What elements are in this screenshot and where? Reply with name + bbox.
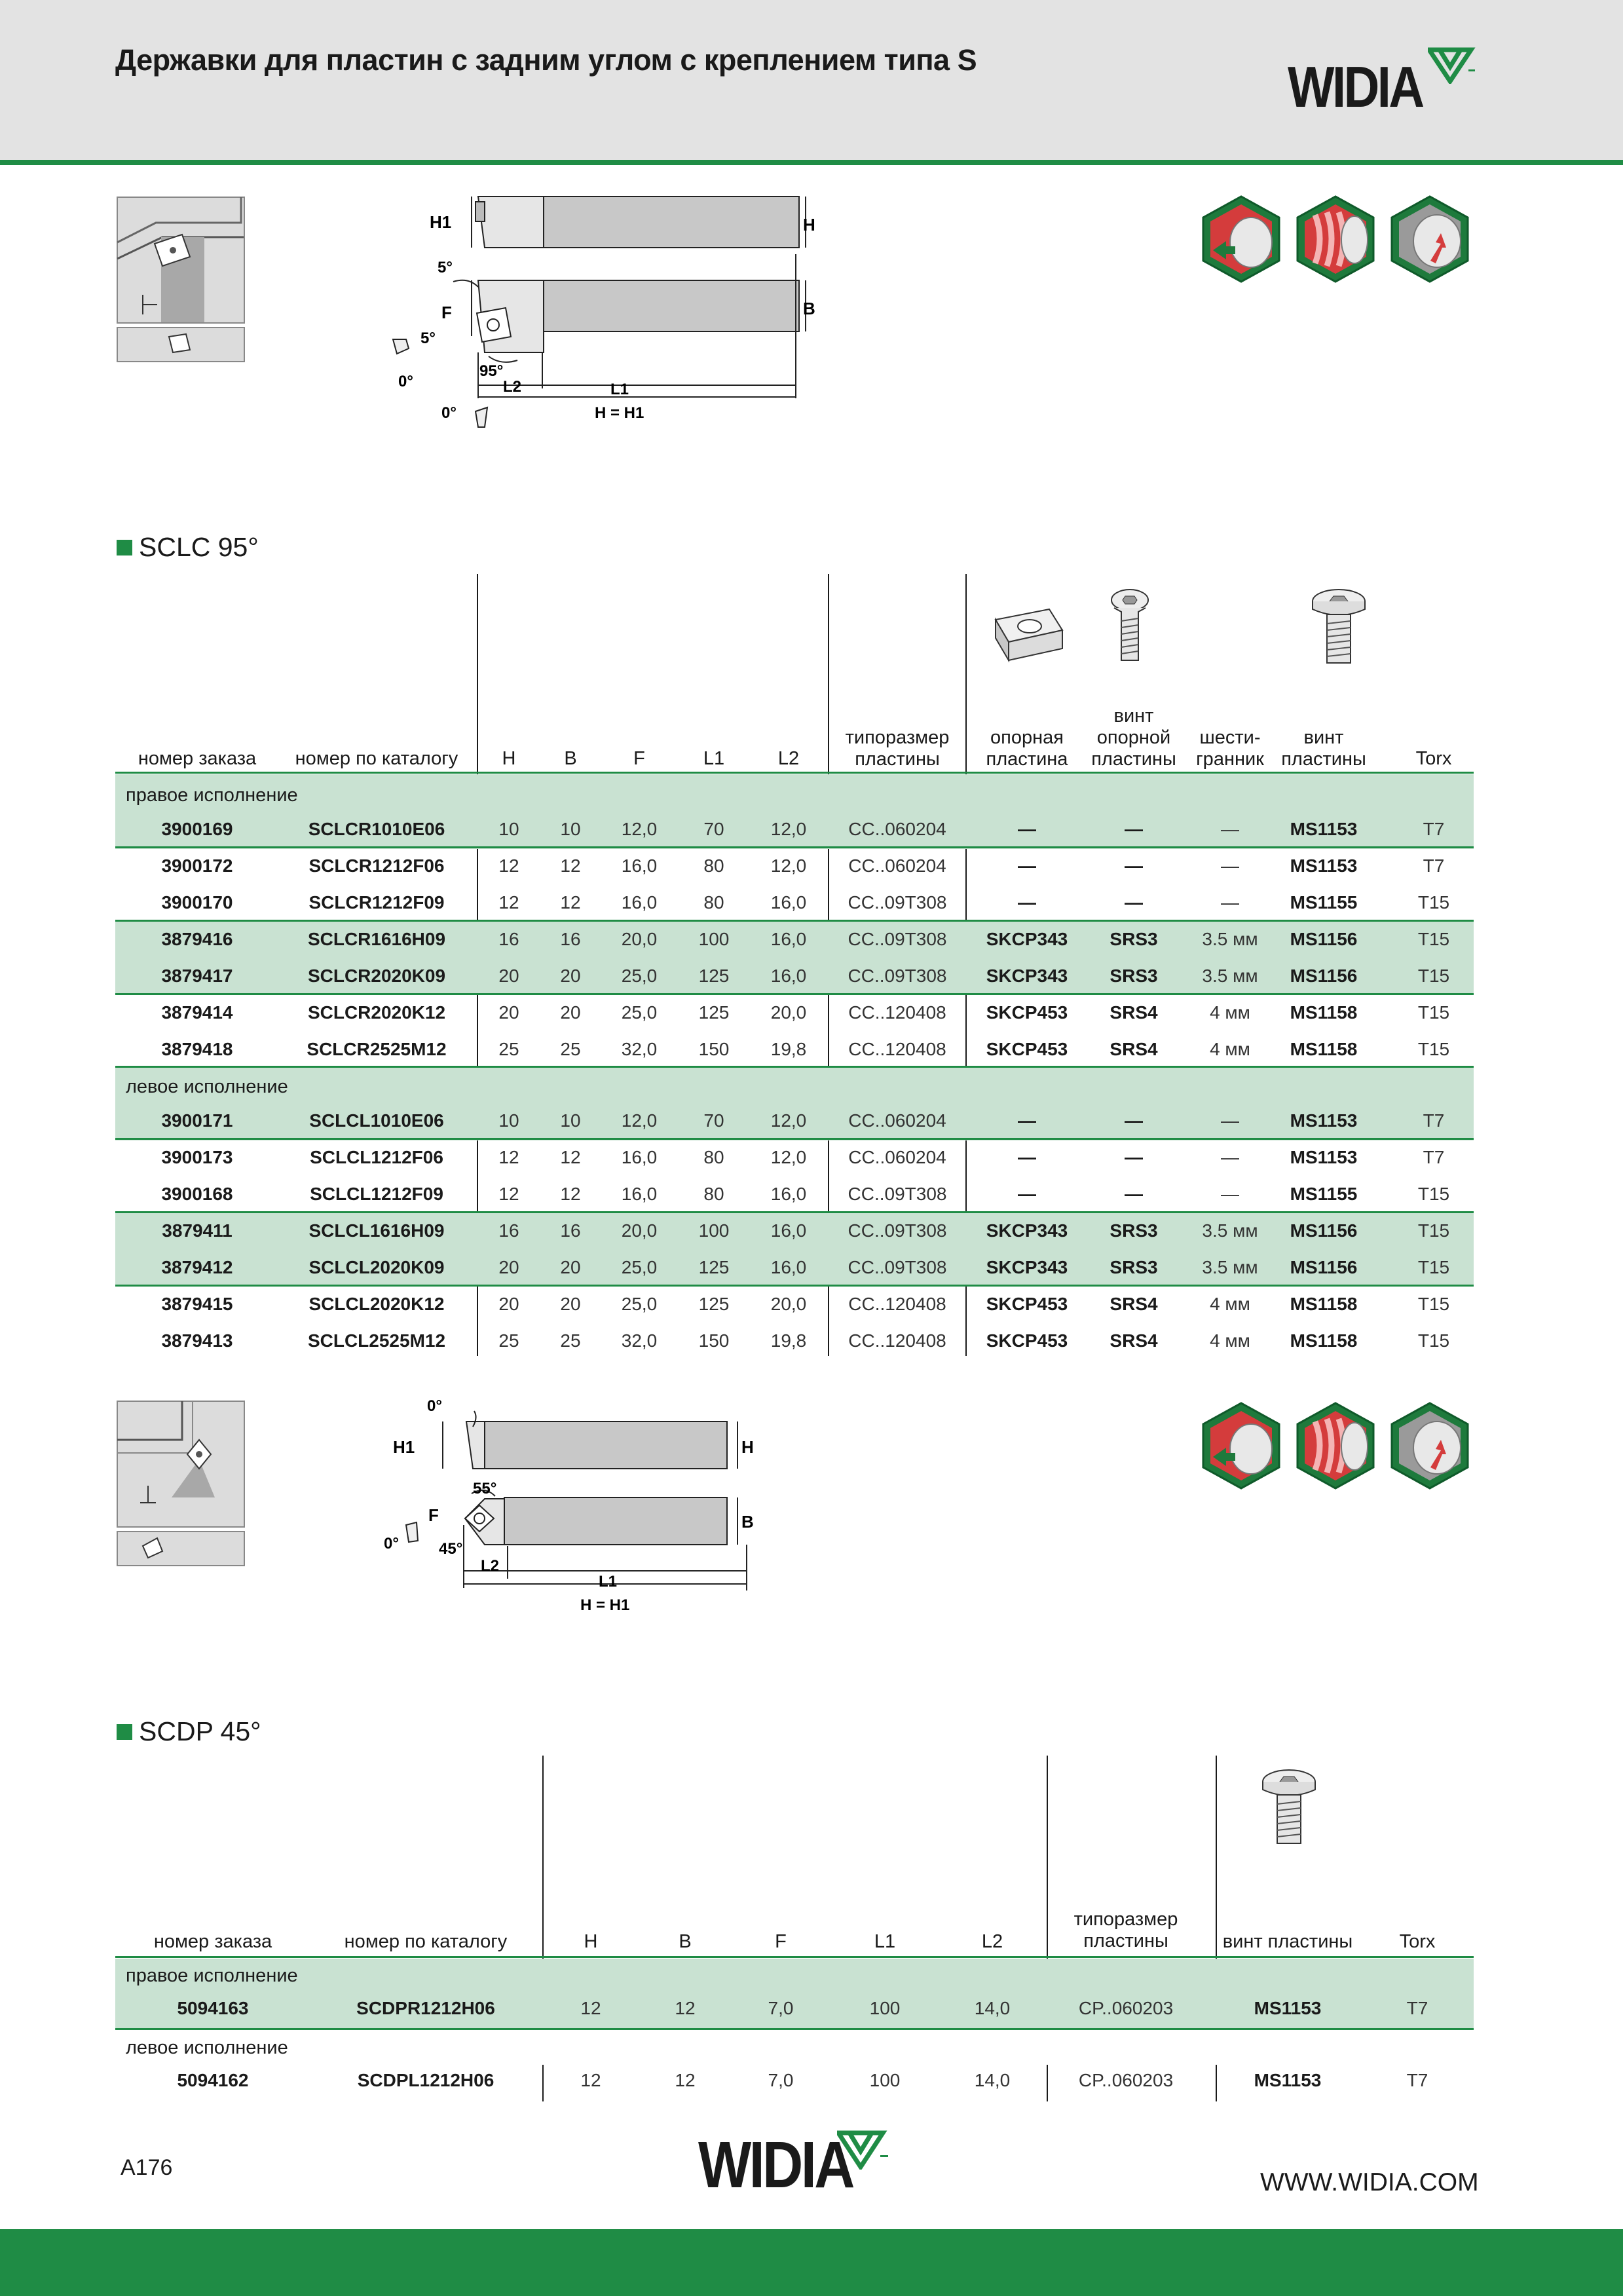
table-cell-hex: — <box>1221 856 1239 876</box>
table-cell-h: 16 <box>498 1220 519 1241</box>
sclc-application-pictogram <box>117 197 245 363</box>
table-cell-torx: T15 <box>1417 1184 1450 1204</box>
table-cell-shim_screw: SRS3 <box>1110 929 1158 949</box>
table-cell-f: 20,0 <box>621 929 658 949</box>
table-cell-torx: T15 <box>1417 1039 1450 1059</box>
table-cell-hex: 4 мм <box>1210 1330 1250 1351</box>
table-cell-screw: MS1156 <box>1290 1257 1358 1277</box>
table-cell-l1: 80 <box>703 1184 724 1204</box>
table-cell-h: 12 <box>580 1998 601 2018</box>
table-cell-b: 20 <box>560 1257 581 1277</box>
col-header-torx: Torx <box>1415 748 1452 769</box>
table-cell-f: 25,0 <box>621 1294 658 1314</box>
table-cell-shim: — <box>1018 1184 1036 1204</box>
table-cell-b: 10 <box>560 1110 581 1131</box>
scdp-tool-drawing <box>380 1394 806 1617</box>
table-cell-b: 12 <box>560 1184 581 1204</box>
table-cell-torx: T15 <box>1417 1220 1450 1241</box>
table-cell-l2: 19,8 <box>770 1039 807 1059</box>
dim-h: H <box>741 1437 754 1457</box>
table-cell-shim: SKCP453 <box>986 1294 1068 1314</box>
table-cell-h: 12 <box>498 1184 519 1204</box>
table-cell-screw: MS1158 <box>1290 1330 1358 1351</box>
table-cell-screw: MS1156 <box>1290 929 1358 949</box>
table-cell-shim: SKCP343 <box>986 929 1068 949</box>
table-cell-f: 20,0 <box>621 1220 658 1241</box>
col-header-l2: L2 <box>777 748 800 769</box>
table-cell-l1: 80 <box>703 1147 724 1167</box>
table-cell-l1: 100 <box>698 1220 730 1241</box>
col-header-shim: опорная пластина <box>986 727 1068 770</box>
col-header-f: F <box>775 1931 787 1952</box>
table-cell-catalog: SCDPR1212H06 <box>356 1998 495 2018</box>
table-cell-insert: CC..09T308 <box>848 929 947 949</box>
dim-l2: L2 <box>481 1557 500 1575</box>
table-cell-hex: — <box>1221 1110 1239 1131</box>
table-cell-shim_screw: SRS4 <box>1110 1039 1158 1059</box>
section-marker <box>117 540 132 555</box>
dim-b: B <box>803 299 815 318</box>
table-cell-insert: CC..060204 <box>848 1110 946 1131</box>
section-title-text: SCDP 45° <box>139 1716 261 1746</box>
table-cell-torx: T15 <box>1417 1330 1450 1351</box>
table-cell-l1: 100 <box>869 1998 901 2018</box>
table-cell-insert: CC..120408 <box>848 1330 946 1351</box>
col-header-f: F <box>633 748 645 769</box>
table-cell-insert: CC..09T308 <box>848 1220 947 1241</box>
table-cell-torx: T7 <box>1423 1110 1445 1131</box>
widia-logo-mark-icon <box>1428 47 1476 84</box>
table-cell-catalog: SCLCR1010E06 <box>308 819 445 839</box>
table-cell-order: 3879415 <box>161 1294 233 1314</box>
table-cell-l2: 12,0 <box>770 1110 807 1131</box>
row-rule <box>115 1211 1474 1213</box>
table-cell-order: 3900172 <box>161 856 233 876</box>
table-cell-catalog: SCLCL2525M12 <box>307 1330 446 1351</box>
col-header-hex: шести-гранник <box>1196 727 1264 770</box>
table-cell-l2: 16,0 <box>770 1220 807 1241</box>
table-cell-shim: — <box>1018 856 1036 876</box>
dim-f: F <box>441 303 452 322</box>
table-cell-order: 3879416 <box>161 929 233 949</box>
table-cell-screw: MS1153 <box>1290 1147 1358 1167</box>
table-cell-screw: MS1156 <box>1290 1220 1358 1241</box>
table-cell-shim_screw: SRS4 <box>1110 1330 1158 1351</box>
table-cell-b: 25 <box>560 1330 581 1351</box>
table-cell-hex: 3.5 мм <box>1202 1257 1258 1277</box>
table-cell-hex: — <box>1221 819 1239 839</box>
table-cell-shim: — <box>1018 1147 1036 1167</box>
table-cell-screw: MS1158 <box>1290 1294 1358 1314</box>
table-cell-b: 20 <box>560 966 581 986</box>
table-cell-b: 12 <box>675 1998 696 2018</box>
table-cell-torx: T15 <box>1417 1257 1450 1277</box>
table-cell-h: 25 <box>498 1330 519 1351</box>
table-cell-f: 16,0 <box>621 1147 658 1167</box>
angle-0-left: 0° <box>398 373 413 390</box>
table-cell-catalog: SCLCL2020K12 <box>308 1294 445 1314</box>
dim-l1: L1 <box>599 1573 618 1590</box>
table-cell-torx: T15 <box>1417 929 1450 949</box>
table-cell-h: 20 <box>498 1294 519 1314</box>
table-cell-b: 10 <box>560 819 581 839</box>
table-cell-catalog: SCLCR2020K09 <box>307 966 446 986</box>
table-cell-l2: 20,0 <box>770 1002 807 1023</box>
table-cell-torx: T7 <box>1423 819 1445 839</box>
row-rule <box>115 1285 1474 1287</box>
table-cell-hex: 4 мм <box>1210 1039 1250 1059</box>
table-cell-order: 3900171 <box>161 1110 233 1131</box>
table-cell-catalog: SCLCR2020K12 <box>307 1002 446 1023</box>
widia-footer-logo: WIDIA <box>698 2128 853 2202</box>
table-cell-f: 7,0 <box>768 2070 794 2090</box>
col-header-b: B <box>679 1931 692 1952</box>
table-cell-catalog: SCLCL1010E06 <box>309 1110 444 1131</box>
table-cell-order: 3879418 <box>161 1039 233 1059</box>
col-header-insert-screw: винт пластины <box>1281 727 1366 770</box>
angle-5-left: 5° <box>420 329 436 347</box>
table-cell-insert: CC..060204 <box>848 819 946 839</box>
header-rule <box>115 1956 1474 1958</box>
table-cell-hex: 4 мм <box>1210 1002 1250 1023</box>
dim-h1: H1 <box>393 1437 415 1457</box>
table-cell-screw: MS1155 <box>1290 892 1358 913</box>
angle-55: 55° <box>473 1480 497 1497</box>
table-cell-insert: CC..120408 <box>848 1294 946 1314</box>
table-cell-l1: 125 <box>698 1002 730 1023</box>
table-cell-torx: T15 <box>1417 1002 1450 1023</box>
table-cell-l1: 80 <box>703 892 724 913</box>
table-cell-order: 3879414 <box>161 1002 233 1023</box>
col-header-shim-screw: винт опорной пластины <box>1091 706 1176 770</box>
footer-bar <box>0 2229 1623 2296</box>
dim-h: H <box>803 215 815 235</box>
angle-95: 95° <box>479 362 504 380</box>
header-divider <box>0 160 1623 165</box>
table-cell-torx: T15 <box>1417 1294 1450 1314</box>
dim-h1: H1 <box>430 212 452 232</box>
group-label: левое исполнение <box>126 1076 288 1097</box>
table-cell-catalog: SCLCR1212F06 <box>308 856 445 876</box>
table-cell-h: 12 <box>580 2070 601 2090</box>
table-cell-shim_screw: — <box>1125 1110 1143 1131</box>
table-cell-b: 12 <box>675 2070 696 2090</box>
column-divider <box>1047 1756 1048 1959</box>
col-header-l1: L1 <box>703 748 725 769</box>
table-cell-insert: CP..060203 <box>1078 2070 1174 2090</box>
facing-icon <box>1386 195 1474 283</box>
table-cell-order: 3900169 <box>161 819 233 839</box>
table-cell-f: 12,0 <box>621 819 658 839</box>
col-header-insert-size: типоразмер пластины <box>1073 1909 1178 1951</box>
scdp-application-pictogram <box>117 1401 245 1567</box>
table-cell-l1: 70 <box>703 819 724 839</box>
col-header-catalog: номер по каталогу <box>344 1931 508 1952</box>
table-cell-l2: 16,0 <box>770 892 807 913</box>
table-cell-h: 20 <box>498 1257 519 1277</box>
table-cell-l2: 16,0 <box>770 966 807 986</box>
table-cell-b: 25 <box>560 1039 581 1059</box>
table-cell-catalog: SCLCL1212F09 <box>310 1184 443 1204</box>
table-cell-l1: 100 <box>869 2070 901 2090</box>
table-cell-shim_screw: SRS4 <box>1110 1002 1158 1023</box>
table-cell-l1: 150 <box>698 1330 730 1351</box>
table-cell-hex: 4 мм <box>1210 1294 1250 1314</box>
table-cell-catalog: SCLCL1616H09 <box>308 1220 445 1241</box>
table-cell-f: 16,0 <box>621 1184 658 1204</box>
table-cell-l1: 100 <box>698 929 730 949</box>
table-cell-insert: CC..09T308 <box>848 1184 947 1204</box>
table-cell-screw: MS1153 <box>1290 1110 1358 1131</box>
table-cell-catalog: SCLCR1616H09 <box>307 929 446 949</box>
table-cell-l1: 125 <box>698 1257 730 1277</box>
table-cell-hex: 3.5 мм <box>1202 1220 1258 1241</box>
dim-h-eq-h1: H = H1 <box>595 404 644 422</box>
table-cell-insert: CC..09T308 <box>848 892 947 913</box>
row-rule <box>115 920 1474 922</box>
facing-icon <box>1386 1402 1474 1490</box>
table-cell-f: 32,0 <box>621 1330 658 1351</box>
table-cell-insert: CC..120408 <box>848 1002 946 1023</box>
table-cell-catalog: SCLCR2525M12 <box>307 1039 447 1059</box>
table-cell-catalog: SCLCL1212F06 <box>310 1147 443 1167</box>
table-cell-shim_screw: SRS4 <box>1110 1294 1158 1314</box>
col-header-l2: L2 <box>981 1931 1003 1952</box>
table-cell-torx: T15 <box>1417 966 1450 986</box>
table-cell-screw: MS1158 <box>1290 1039 1358 1059</box>
table-cell-shim_screw: — <box>1125 892 1143 913</box>
table-cell-l2: 16,0 <box>770 929 807 949</box>
table-cell-h: 16 <box>498 929 519 949</box>
table-cell-order: 3900168 <box>161 1184 233 1204</box>
angle-45: 45° <box>439 1540 463 1558</box>
table-cell-h: 10 <box>498 1110 519 1131</box>
table-cell-catalog: SCLCR1212F09 <box>308 892 445 913</box>
external-turning-icon <box>1197 195 1285 283</box>
col-header-catalog: номер по каталогу <box>295 748 458 769</box>
table-cell-l1: 80 <box>703 856 724 876</box>
col-header-order: номер заказа <box>138 748 257 769</box>
table-cell-torx: T7 <box>1406 2070 1428 2090</box>
page-title: Державки для пластин с задним углом с креплением типа S <box>115 43 977 77</box>
table-cell-screw: MS1153 <box>1290 819 1358 839</box>
angle-0-top: 0° <box>427 1397 442 1415</box>
angle-5-top: 5° <box>438 259 453 276</box>
table-cell-h: 12 <box>498 892 519 913</box>
table-cell-screw: MS1155 <box>1290 1184 1358 1204</box>
table-cell-order: 3900173 <box>161 1147 233 1167</box>
insert-screw-icon <box>1307 587 1370 668</box>
column-divider <box>542 2065 544 2101</box>
table-cell-f: 25,0 <box>621 1257 658 1277</box>
table-cell-b: 12 <box>560 892 581 913</box>
website-link[interactable]: WWW.WIDIA.COM <box>1260 2168 1479 2196</box>
section-title-text: SCLC 95° <box>139 532 259 562</box>
header-rule <box>115 772 1474 774</box>
table-cell-shim: SKCP453 <box>986 1039 1068 1059</box>
table-cell-screw: MS1156 <box>1290 966 1358 986</box>
table-cell-h: 12 <box>498 856 519 876</box>
table-cell-l2: 16,0 <box>770 1184 807 1204</box>
table-cell-f: 32,0 <box>621 1039 658 1059</box>
shim-screw-icon <box>1107 586 1153 666</box>
table-cell-screw: MS1153 <box>1254 2070 1322 2090</box>
table-cell-h: 12 <box>498 1147 519 1167</box>
table-cell-l1: 70 <box>703 1110 724 1131</box>
dim-b: B <box>741 1512 754 1532</box>
col-header-insert-screw: винт пластины <box>1222 1931 1353 1952</box>
table-cell-order: 3879413 <box>161 1330 233 1351</box>
dim-h-eq-h1: H = H1 <box>580 1596 630 1614</box>
col-header-torx: Torx <box>1399 1931 1436 1952</box>
table-cell-catalog: SCLCL2020K09 <box>308 1257 445 1277</box>
table-cell-shim_screw: — <box>1125 819 1143 839</box>
dim-l2: L2 <box>503 378 522 396</box>
table-cell-shim_screw: — <box>1125 1147 1143 1167</box>
shim-plate-icon <box>986 604 1068 667</box>
row-rule <box>115 1138 1474 1140</box>
table-cell-shim: SKCP343 <box>986 1257 1068 1277</box>
threading-icon <box>1292 195 1379 283</box>
table-cell-l2: 14,0 <box>974 1998 1011 2018</box>
table-cell-screw: MS1153 <box>1254 1998 1322 2018</box>
table-cell-l1: 125 <box>698 1294 730 1314</box>
table-cell-insert: CC..060204 <box>848 1147 946 1167</box>
dim-l1: L1 <box>610 381 629 398</box>
table-cell-shim: SKCP343 <box>986 966 1068 986</box>
column-divider <box>1216 1756 1217 1959</box>
table-cell-catalog: SCDPL1212H06 <box>357 2070 494 2090</box>
table-cell-f: 25,0 <box>621 1002 658 1023</box>
col-header-h: H <box>584 1931 598 1952</box>
table-cell-hex: — <box>1221 1184 1239 1204</box>
section-title-scdp <box>117 1716 261 1747</box>
table-cell-l2: 12,0 <box>770 819 807 839</box>
group-label: левое исполнение <box>126 2037 288 2058</box>
section-marker <box>117 1724 132 1740</box>
table-cell-h: 20 <box>498 966 519 986</box>
table-cell-shim_screw: — <box>1125 856 1143 876</box>
table-cell-shim_screw: — <box>1125 1184 1143 1204</box>
table-cell-b: 16 <box>560 1220 581 1241</box>
table-cell-h: 20 <box>498 1002 519 1023</box>
table-cell-f: 7,0 <box>768 1998 794 2018</box>
column-divider <box>542 1756 544 1959</box>
table-cell-b: 20 <box>560 1294 581 1314</box>
col-header-h: H <box>502 748 516 769</box>
table-cell-l2: 12,0 <box>770 856 807 876</box>
widia-logo: WIDIA <box>1288 54 1423 119</box>
table-cell-order: 5094163 <box>177 1998 249 2018</box>
table-cell-torx: T7 <box>1423 856 1445 876</box>
group-label: правое исполнение <box>126 785 298 806</box>
col-header-b: B <box>564 748 577 769</box>
table-cell-insert: CC..09T308 <box>848 1257 947 1277</box>
table-cell-torx: T7 <box>1423 1147 1445 1167</box>
table-cell-order: 3900170 <box>161 892 233 913</box>
col-header-order: номер заказа <box>153 1931 272 1952</box>
table-cell-shim: — <box>1018 819 1036 839</box>
table-cell-shim: SKCP453 <box>986 1330 1068 1351</box>
table-cell-f: 12,0 <box>621 1110 658 1131</box>
table-cell-insert: CC..09T308 <box>848 966 947 986</box>
external-turning-icon <box>1197 1402 1285 1490</box>
table-cell-shim: — <box>1018 1110 1036 1131</box>
group-label: правое исполнение <box>126 1965 298 1986</box>
row-rule <box>115 2028 1474 2030</box>
table-cell-l2: 16,0 <box>770 1257 807 1277</box>
table-cell-shim_screw: SRS3 <box>1110 1257 1158 1277</box>
table-cell-order: 3879411 <box>162 1220 233 1241</box>
table-cell-screw: MS1153 <box>1290 856 1358 876</box>
table-cell-f: 16,0 <box>621 892 658 913</box>
table-cell-insert: CP..060203 <box>1078 1998 1174 2018</box>
row-rule <box>115 846 1474 848</box>
table-cell-torx: T15 <box>1417 892 1450 913</box>
table-cell-b: 12 <box>560 856 581 876</box>
section-title-sclc <box>117 532 259 563</box>
column-divider <box>1047 2065 1048 2101</box>
col-header-insert-size: типоразмер пластины <box>845 727 950 770</box>
table-cell-shim: SKCP453 <box>986 1002 1068 1023</box>
table-cell-f: 16,0 <box>621 856 658 876</box>
table-cell-shim_screw: SRS3 <box>1110 966 1158 986</box>
table-cell-f: 25,0 <box>621 966 658 986</box>
table-cell-h: 10 <box>498 819 519 839</box>
table-cell-shim: SKCP343 <box>986 1220 1068 1241</box>
table-cell-insert: CC..120408 <box>848 1039 946 1059</box>
threading-icon <box>1292 1402 1379 1490</box>
row-rule <box>115 993 1474 995</box>
table-cell-l2: 19,8 <box>770 1330 807 1351</box>
sclc-tool-drawing <box>367 189 819 431</box>
widia-logo-mark-icon <box>837 2130 889 2170</box>
table-cell-b: 12 <box>560 1147 581 1167</box>
table-cell-b: 20 <box>560 1002 581 1023</box>
table-cell-order: 3879412 <box>161 1257 233 1277</box>
table-cell-l2: 12,0 <box>770 1147 807 1167</box>
table-cell-l1: 150 <box>698 1039 730 1059</box>
insert-screw-icon <box>1258 1767 1320 1849</box>
table-cell-order: 5094162 <box>177 2070 249 2090</box>
table-cell-shim_screw: SRS3 <box>1110 1220 1158 1241</box>
table-cell-hex: 3.5 мм <box>1202 966 1258 986</box>
table-cell-hex: — <box>1221 892 1239 913</box>
table-cell-hex: 3.5 мм <box>1202 929 1258 949</box>
dim-f: F <box>428 1505 439 1525</box>
angle-0-left: 0° <box>384 1535 399 1553</box>
table-cell-l2: 20,0 <box>770 1294 807 1314</box>
table-cell-h: 25 <box>498 1039 519 1059</box>
table-cell-torx: T7 <box>1406 1998 1428 2018</box>
angle-0-bottom: 0° <box>441 404 457 422</box>
page-number: A176 <box>121 2155 173 2180</box>
table-cell-b: 16 <box>560 929 581 949</box>
table-cell-screw: MS1158 <box>1290 1002 1358 1023</box>
table-cell-insert: CC..060204 <box>848 856 946 876</box>
table-cell-hex: — <box>1221 1147 1239 1167</box>
table-cell-l2: 14,0 <box>974 2070 1011 2090</box>
col-header-l1: L1 <box>874 1931 896 1952</box>
table-cell-shim: — <box>1018 892 1036 913</box>
table-cell-l1: 125 <box>698 966 730 986</box>
table-cell-order: 3879417 <box>161 966 233 986</box>
row-rule <box>115 1066 1474 1068</box>
